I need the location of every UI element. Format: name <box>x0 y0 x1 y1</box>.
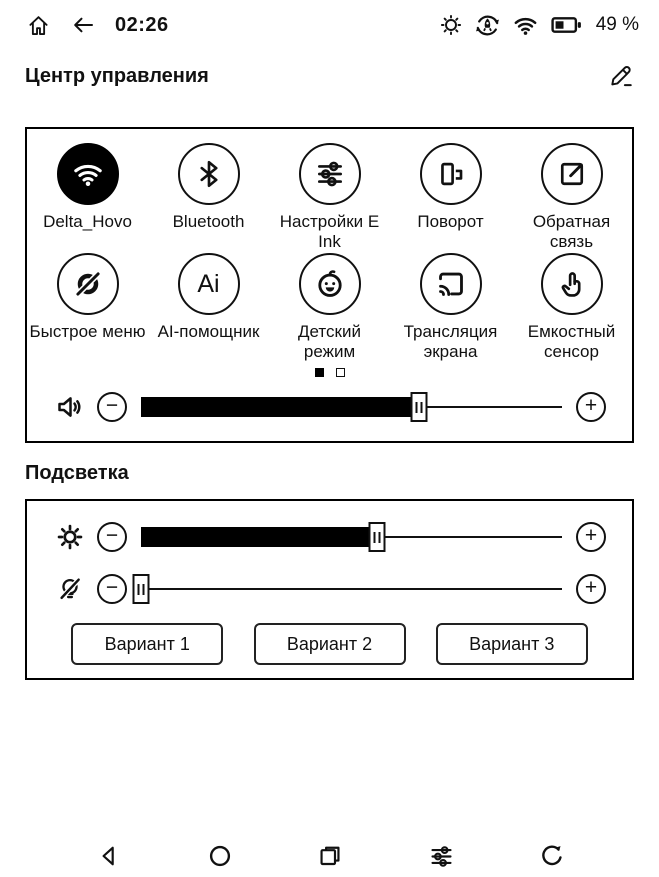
tile-rotation[interactable] <box>390 143 511 253</box>
tile-label: Обратная связь <box>532 212 611 251</box>
quick-menu-tile-circle[interactable] <box>57 253 119 315</box>
slider-thumb[interactable] <box>410 392 427 422</box>
nav-ball-off-icon <box>72 268 104 300</box>
volume-row <box>27 385 632 429</box>
backlight-panel <box>25 499 634 680</box>
home-circle-icon <box>207 843 233 869</box>
brightness-minus-button[interactable]: − <box>97 522 127 552</box>
tile-bluetooth[interactable] <box>148 143 269 253</box>
bluetooth-icon <box>193 158 225 190</box>
ai-assistant-tile-circle[interactable] <box>178 253 240 315</box>
tile-feedback[interactable] <box>511 143 632 253</box>
status-bar <box>26 8 639 42</box>
tile-label: Емкостный сенсор <box>527 322 616 361</box>
nav-home-button[interactable] <box>207 843 233 869</box>
tile-kids-mode[interactable] <box>269 253 390 363</box>
ai-letters-icon: Ai <box>197 269 220 298</box>
warmth-slider[interactable] <box>141 573 562 605</box>
tile-wifi[interactable] <box>27 143 148 253</box>
nav-recents-button[interactable] <box>317 843 343 869</box>
tile-label: Поворот <box>417 212 484 231</box>
baby-face-icon <box>313 267 347 301</box>
rotate-screen-icon <box>435 158 467 190</box>
nav-refresh-button[interactable] <box>539 843 565 869</box>
battery-percent-text: 49 % <box>595 14 639 35</box>
warmth-row <box>27 567 632 611</box>
slider-fill <box>141 527 377 547</box>
brightness-row <box>27 515 632 559</box>
tile-label: Настройки E Ink <box>279 212 380 251</box>
tune-sliders-icon <box>314 158 346 190</box>
volume-plus-button[interactable]: + <box>576 392 606 422</box>
preset-variant-2-button[interactable]: Вариант 2 <box>254 623 406 665</box>
tile-label: Bluetooth <box>172 212 245 231</box>
status-time: 02:26 <box>115 13 169 36</box>
back-arrow-icon[interactable] <box>69 13 97 37</box>
back-triangle-icon <box>96 843 122 869</box>
bluetooth-tile-circle[interactable] <box>178 143 240 205</box>
control-center-panel <box>25 127 634 443</box>
tile-label: Delta_Hovo <box>43 212 132 231</box>
wifi-icon <box>512 13 539 38</box>
sun-icon <box>53 523 87 551</box>
volume-minus-button[interactable]: − <box>97 392 127 422</box>
slider-thumb[interactable] <box>133 574 150 604</box>
nav-eink-settings-button[interactable] <box>428 843 455 870</box>
slider-fill <box>141 397 419 417</box>
eink-settings-tile-circle[interactable] <box>299 143 361 205</box>
backlight-presets <box>27 623 632 665</box>
nav-back-button[interactable] <box>96 843 122 869</box>
warmth-minus-button[interactable]: − <box>97 574 127 604</box>
tile-ai-assistant[interactable] <box>148 253 269 363</box>
status-bar-right <box>439 12 639 39</box>
warmth-plus-button[interactable]: + <box>576 574 606 604</box>
brightness-sun-icon <box>439 13 463 37</box>
screen-cast-icon <box>434 267 468 301</box>
battery-icon <box>550 13 583 37</box>
rotation-tile-circle[interactable] <box>420 143 482 205</box>
pager-dot[interactable] <box>315 368 324 377</box>
edit-square-icon <box>556 158 588 190</box>
pager-dot[interactable] <box>336 368 345 377</box>
status-bar-left <box>26 13 169 38</box>
slider-thumb[interactable] <box>368 522 385 552</box>
brightness-slider[interactable] <box>141 521 562 553</box>
recents-icon <box>317 843 343 869</box>
capacitive-touch-tile-circle[interactable] <box>541 253 603 315</box>
quick-settings-grid <box>27 129 632 363</box>
volume-slider[interactable] <box>141 391 562 423</box>
tile-label: Быстрое меню <box>29 322 146 341</box>
pencil-edit-icon[interactable] <box>608 63 634 89</box>
preset-variant-3-button[interactable]: Вариант 3 <box>436 623 588 665</box>
page-title: Центр управления <box>25 64 209 87</box>
app-optimization-rocket-icon <box>474 12 501 39</box>
wifi-tile-circle[interactable] <box>57 143 119 205</box>
brightness-plus-button[interactable]: + <box>576 522 606 552</box>
page-indicator[interactable] <box>27 368 632 377</box>
speaker-icon <box>53 392 87 422</box>
page-header <box>25 56 634 96</box>
tile-label: Трансляция экрана <box>403 322 498 361</box>
feedback-tile-circle[interactable] <box>541 143 603 205</box>
touch-hand-icon <box>556 268 588 300</box>
tile-capacitive-touch[interactable] <box>511 253 632 363</box>
wifi-icon <box>70 157 106 191</box>
navigation-bar <box>0 838 659 874</box>
slider-track <box>141 588 562 590</box>
tile-label: Детский режим <box>298 322 361 361</box>
tile-label: AI-помощник <box>157 322 260 341</box>
screen-cast-tile-circle[interactable] <box>420 253 482 315</box>
warm-light-off-icon <box>53 575 87 603</box>
preset-variant-1-button[interactable]: Вариант 1 <box>71 623 223 665</box>
tile-eink-settings[interactable] <box>269 143 390 253</box>
home-icon[interactable] <box>26 13 51 38</box>
kids-mode-tile-circle[interactable] <box>299 253 361 315</box>
backlight-section-title: Подсветка <box>25 462 129 484</box>
tile-quick-menu[interactable] <box>27 253 148 363</box>
refresh-icon <box>539 843 565 869</box>
tune-sliders-icon <box>428 843 455 870</box>
tile-screen-cast[interactable] <box>390 253 511 363</box>
